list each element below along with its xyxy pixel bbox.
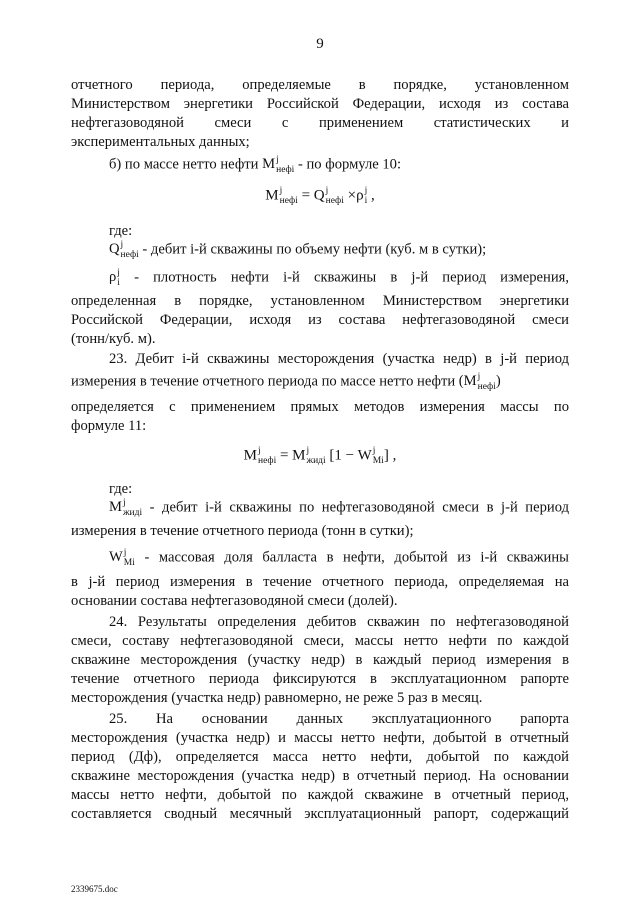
text-line: 23. Дебит i-й скважины месторождения (участка недр) в j-й период: [109, 351, 569, 367]
text-line: массы нетто нефти, добытой по каждой скважине в отчетный период,: [71, 787, 569, 803]
text-fragment: измерения в течение отчетного периода по массе нетто нефти: [71, 373, 456, 390]
text-line: Министерством энергетики Российской Федерации, исходя из состава: [71, 96, 569, 112]
definition-rho: [109, 268, 569, 288]
text-line: (тонн/куб. м).: [71, 331, 156, 347]
text-line: определенная в порядке, установленном Министерством энергетики: [71, 293, 569, 309]
text-line: составляется сводный месячный эксплуатационный рапорт, содержащий: [71, 806, 569, 822]
text-line: экспериментальных данных;: [71, 134, 250, 150]
mass-symbol: M j нефi: [262, 155, 295, 175]
definition-text: - дебит i-й скважины по нефтегазоводяной смеси в j-й период: [149, 499, 569, 516]
definition-m-liquid: [109, 498, 569, 518]
formula-11: M j нефi = M j жидi [1 − W j Mi ] ,: [243, 446, 397, 466]
text-line: месторождения (участка недр) и массы нетто нефти, добытой в отчетный: [71, 730, 569, 746]
rho-symbol: ρ j i: [109, 268, 120, 288]
text-line-with-symbol: [71, 372, 569, 392]
text-line: скважине месторождения (участку недр) в каждый период измерения в: [71, 652, 569, 668]
text-line: в j-й период измерения в течение отчетного периода, определяемая на: [71, 574, 569, 590]
text-fragment: - по формуле 10:: [294, 156, 402, 173]
text-line: месторождения (участка недр) равномерно, не реже 5 раз в месяц.: [71, 690, 483, 706]
q-symbol: Q j нефi: [109, 240, 139, 260]
text-line-with-symbol: [109, 155, 569, 175]
text-line: течение отчетного периода фиксируются в эксплуатационном рапорте: [71, 671, 569, 687]
text-line: скважине месторождения (участка недр) в отчетный период. На основании: [71, 768, 569, 784]
text-line: период (Дф), определяется масса нетто нефти, добытой по каждой: [71, 749, 569, 765]
file-name-footer: 2339675.doc: [71, 884, 118, 894]
where-label: где:: [109, 481, 133, 497]
text-line: основании состава нефтегазоводяной смеси (долей).: [71, 593, 398, 609]
text-line: формуле 11:: [71, 418, 147, 434]
definition-q: [109, 240, 569, 260]
text-line: измерения в течение отчетного периода (тонн в сутки);: [71, 523, 414, 539]
definition-w: [109, 548, 569, 568]
definition-text: - плотность нефти i-й скважины в j-й период измерения,: [134, 269, 569, 286]
page-number: 9: [316, 36, 324, 52]
formula-10: M j нефi = Q j нефi ×ρ j i ,: [265, 186, 375, 206]
definition-text: - дебит i-й скважины по объему нефти (куб. м в сутки);: [142, 241, 487, 258]
m-liquid-symbol: M j жидi: [109, 498, 143, 518]
text-line: смеси, составу нефтегазоводяной смеси, массы нетто нефти по каждой: [71, 633, 569, 649]
text-line: Российской Федерации, исходя из состава нефтегазоводяной смеси: [71, 312, 569, 328]
text-line: нефтегазоводяной смеси с применением статистических и: [71, 115, 569, 131]
text-line: отчетного периода, определяемые в порядке, установленном: [71, 77, 569, 93]
w-symbol: W j Mi: [109, 548, 135, 568]
text-line: 24. Результаты определения дебитов скважин по нефтегазоводяной: [109, 614, 569, 630]
where-label: где:: [109, 223, 133, 239]
text-line: определяется с применением прямых методов измерения массы по: [71, 399, 569, 415]
text-line: 25. На основании данных эксплуатационного рапорта: [109, 711, 569, 727]
mass-symbol: (M j нефi ): [458, 372, 501, 392]
text-fragment: б) по массе нетто нефти: [109, 156, 259, 173]
definition-text: - массовая доля балласта в нефти, добытой из i-й скважины: [144, 549, 569, 566]
